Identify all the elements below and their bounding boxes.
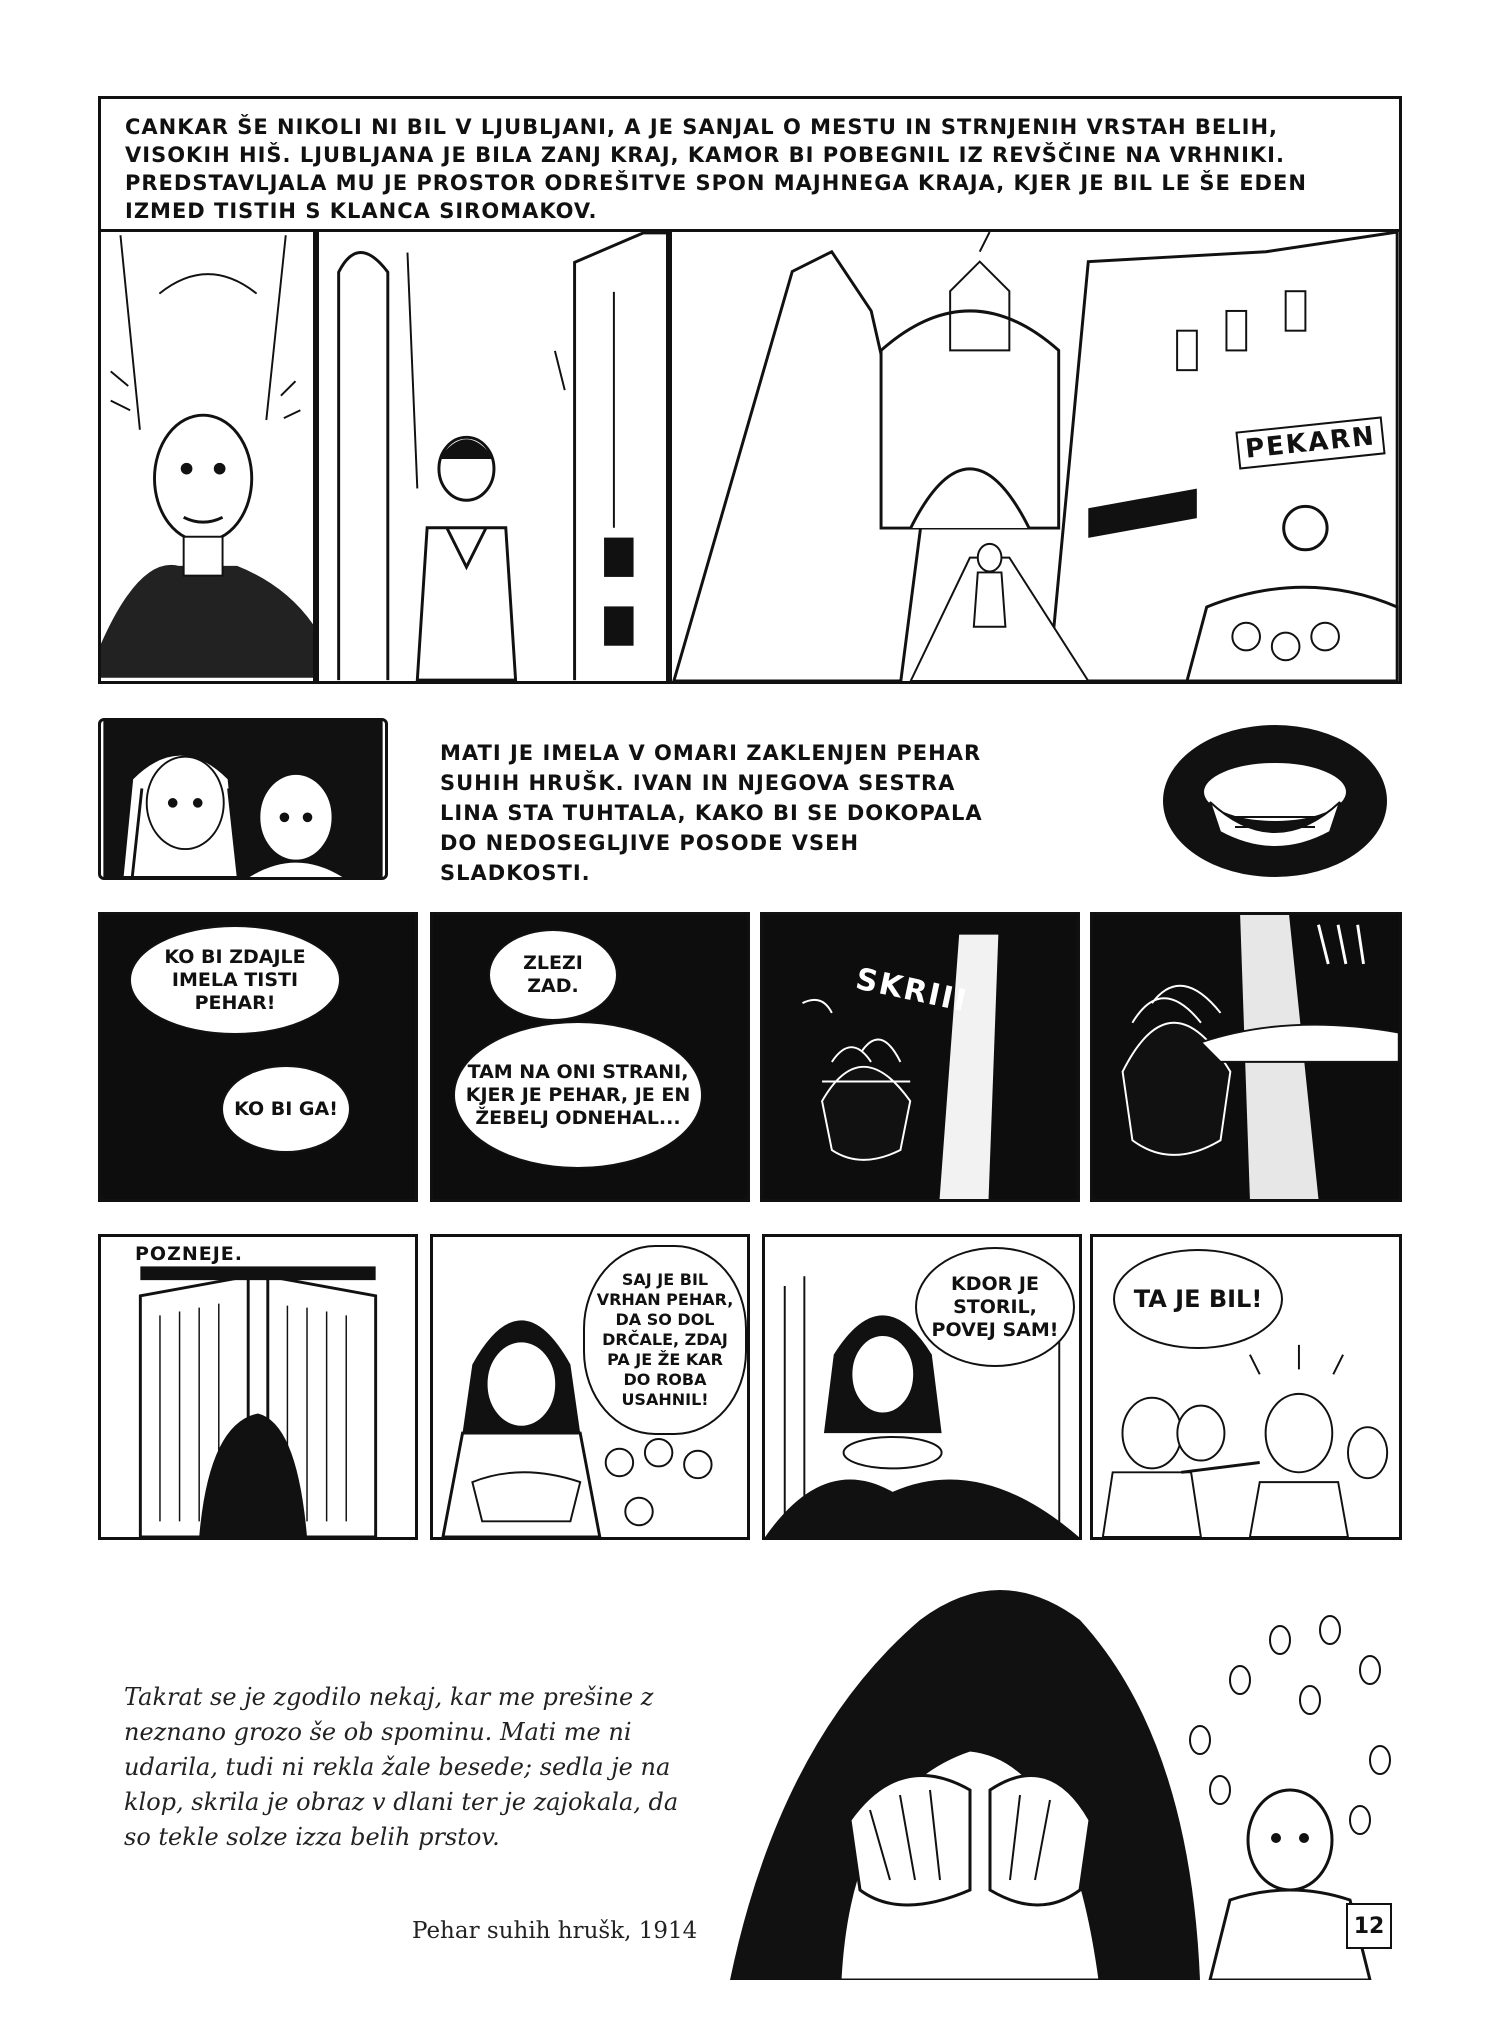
speech-bubble-climb: ZLEZI ZAD. (488, 929, 618, 1021)
panel-basket-dark (760, 912, 1080, 1202)
panel-dialogue-1 (98, 912, 418, 1202)
basket-of-pears-icon (1160, 722, 1390, 880)
cupboard-illustration (101, 1237, 415, 1537)
hand-reaching-illustration (1093, 915, 1399, 1199)
panel-dialogue-2 (430, 912, 750, 1202)
speech-bubble-accusation: TA JE BIL! (1113, 1249, 1283, 1349)
sound-effect-creak: SKRIII (852, 961, 971, 1020)
novel-quote: Takrat se je zgodilo nekaj, kar me prešine z neznano grozo še ob spominu. Mati me ni udarila, tudi ni rekla žale besede; sedla je na klop, skrila je obraz v dlani ter je zajokala, da so tekle solze izza belih prstov. (124, 1683, 679, 1851)
speech-bubble-wish: KO BI ZDAJLE IMELA TISTI PEHAR! (129, 925, 341, 1035)
intro-caption-box (98, 96, 1402, 232)
panel-mother-basket (430, 1234, 750, 1540)
page-number: 12 (1346, 1903, 1392, 1949)
speech-bubble-confess: KDOR JE STORIL, POVEJ SAM! (915, 1247, 1075, 1367)
bakery-sign: PEKARN (1235, 416, 1385, 469)
panel-cupboard (98, 1234, 418, 1540)
panel-mother-question (762, 1234, 1082, 1540)
panel-hand-reaching (1090, 912, 1402, 1202)
panel-boy-dreaming (98, 229, 316, 684)
weeping-mother-vignette (720, 1560, 1410, 1980)
siblings-illustration (101, 721, 385, 877)
speech-bubble-wish-reply: KO BI GA! (221, 1065, 351, 1153)
panel-siblings (98, 718, 388, 880)
caption-later: POZNEJE. (131, 1243, 247, 1265)
basket-dark-illustration (763, 915, 1077, 1199)
middle-caption: MATI JE IMELA V OMARI ZAKLENJEN PEHAR SUHIH HRUŠK. IVAN IN NJEGOVA SESTRA LINA STA TUHTALA, KAKO BI SE DOKOPALA DO NEDOSEGLJIVE POSODE VSEH SLADKOSTI. (440, 741, 983, 885)
quote-source: Pehar suhih hrušk, 1914 (412, 1918, 698, 1944)
city-street-boy-illustration (319, 232, 666, 681)
speech-bubble-mother-complaint: SAJ JE BIL VRHAN PEHAR, DA SO DOL DRČALE, ZDAJ PA JE ŽE KAR DO ROBA USAHNIL! (583, 1245, 747, 1435)
speech-bubble-nail: TAM NA ONI STRANI, KJER JE PEHAR, JE EN ŽEBELJ ODNEHAL... (453, 1021, 703, 1169)
basket-vignette (1160, 722, 1390, 880)
panel-ljubljana-street (669, 229, 1402, 684)
panel-boy-city (316, 229, 669, 684)
weeping-mother-illustration (720, 1560, 1410, 1980)
panel-sister-points (1090, 1234, 1402, 1540)
boy-dreaming-illustration (101, 232, 313, 681)
intro-caption: CANKAR ŠE NIKOLI NI BIL V LJUBLJANI, A JE SANJAL O MESTU IN STRNJENIH VRSTAH BELIH, VISOKIH HIŠ. LJUBLJANA JE BILA ZANJ KRAJ, KAMOR BI POBEGNIL IZ REVŠČINE NA VRHNIKI. PREDSTAVLJALA MU JE PROSTOR ODREŠITVE SPON MAJHNEGA KRAJA, KJER JE BIL LE ŠE EDEN IZMED TISTIH S KLANCA SIROMAKOV. (125, 115, 1307, 223)
